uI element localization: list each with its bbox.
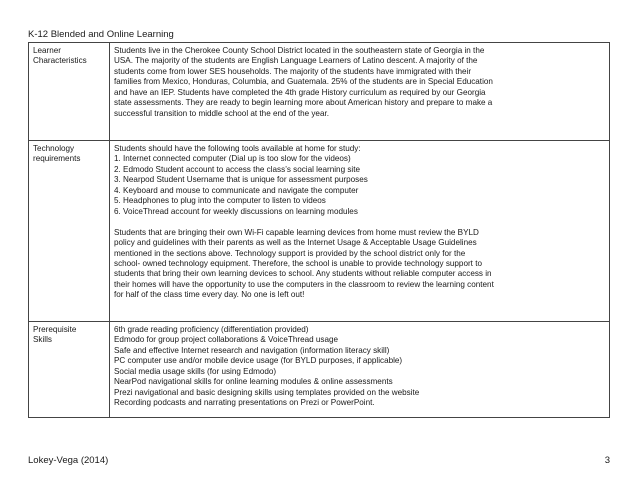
content-line: students come from lower SES households. The majority of the students have immigrated with their [114, 66, 472, 76]
content-line: Students that are bringing their own Wi-Fi capable learning devices from home must review the BYLD [114, 227, 479, 237]
content-line: 6. VoiceThread account for weekly discussions on learning modules [114, 206, 358, 216]
page-number: 3 [604, 455, 610, 466]
content-line: Edmodo for group project collaborations & VoiceThread usage [114, 335, 339, 345]
row-label-cell [29, 322, 110, 418]
row-label-cell [29, 43, 110, 141]
row-content-cell [110, 43, 610, 141]
content-line: policy and guidelines with their parents as well as the Internet Usage & Acceptable Usage Guidelines [114, 238, 477, 248]
content-line: Students should have the following tools available at home for study: [114, 144, 361, 153]
content-line: school- owned technology equipment. Therefore, the school is unable to provide technology support to [114, 258, 482, 268]
content-line: their homes will have the opportunity to use the computers in the classroom to review the learning content [114, 279, 494, 289]
row-label-line: requirements [33, 154, 81, 164]
content-line: and have an IEP. Students have completed the 4th grade History curriculum as required by our Georgia [114, 87, 486, 97]
table-row-prerequisite-skills [29, 322, 610, 418]
content-line: state assessments. They are ready to begin learning more about American history and prepare to make a [114, 98, 493, 108]
row-label-line: Technology [33, 144, 75, 153]
content-line: 1. Internet connected computer (Dial up is too slow for the videos) [114, 154, 351, 164]
paragraph-gap [114, 217, 605, 227]
row-label-line: Characteristics [33, 56, 87, 66]
content-line: 4. Keyboard and mouse to communicate and navigate the computer [114, 185, 359, 195]
page-header-title: K-12 Blended and Online Learning [28, 29, 174, 40]
content-line: families from Mexico, Honduras, Columbia, and Guatemala. 25% of the students are in Special Education [114, 77, 493, 87]
table-row-technology-requirements [29, 141, 610, 322]
lesson-design-table [28, 42, 610, 418]
footer-citation: Lokey-Vega (2014) [28, 455, 109, 466]
row-content-cell [110, 322, 610, 418]
row-label-line: Prerequisite [33, 325, 77, 334]
content-line: 3. Nearpod Student Username that is unique for assessment purposes [114, 175, 368, 185]
content-line: for half of the class time every day. No one is left out! [114, 290, 305, 300]
content-line: NearPod navigational skills for online learning modules & online assessments [114, 377, 393, 387]
row-label-line: Learner [33, 46, 62, 55]
content-line: USA. The majority of the students are English Language Learners of Latino descent. A majority of the [114, 56, 478, 66]
content-line: Recording podcasts and narrating presentations on Prezi or PowerPoint. [114, 398, 375, 408]
table-row-learner-characteristics [29, 43, 610, 141]
content-line: 5. Headphones to plug into the computer to listen to videos [114, 196, 326, 206]
content-line: successful transition to middle school at the end of the year. [114, 108, 329, 118]
content-line: Social media usage skills (for using Edmodo) [114, 366, 277, 376]
content-line: 6th grade reading proficiency (differentiation provided) [114, 325, 309, 334]
row-content-cell [110, 141, 610, 322]
content-line: PC computer use and/or mobile device usage (for BYLD purposes, if applicable) [114, 356, 403, 366]
content-line: students that bring their own learning devices to school. Any students without reliable computer access in [114, 269, 492, 279]
row-label-line: Skills [33, 335, 52, 345]
content-line: Safe and effective Internet research and navigation (information literacy skill) [114, 345, 390, 355]
content-line: mentioned in the sections above. Technology support is provided by the school district only for the [114, 248, 466, 258]
content-line: Students live in the Cherokee County School District located in the southeastern state of Georgia in the [114, 46, 485, 55]
row-label-cell [29, 141, 110, 322]
content-line: Prezi navigational and basic designing skills using templates provided on the website [114, 387, 420, 397]
content-line: 2. Edmodo Student account to access the class’s social learning site [114, 164, 360, 174]
